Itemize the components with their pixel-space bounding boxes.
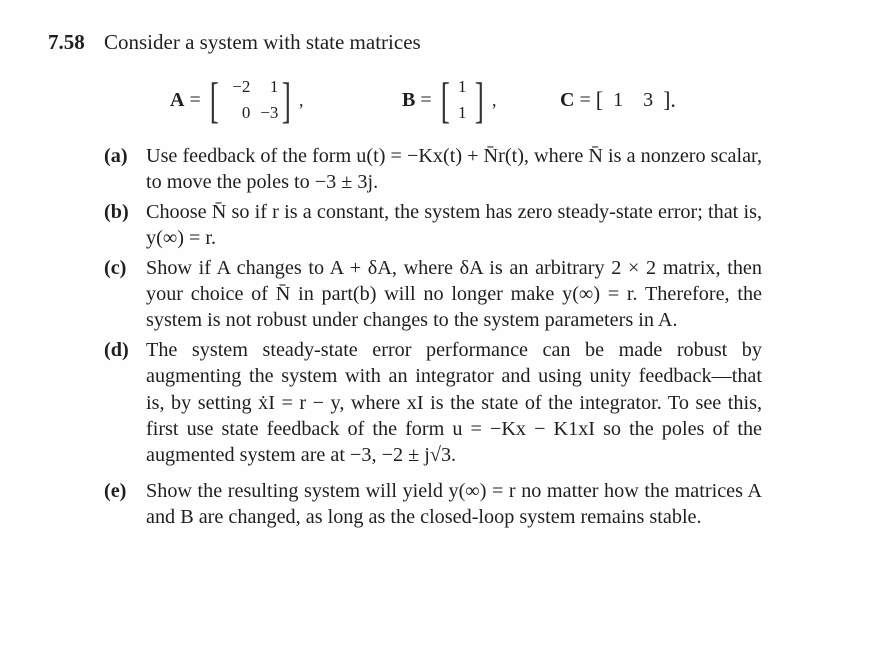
right-bracket: ] — [475, 72, 485, 128]
matrix-a-entries — [222, 74, 278, 126]
part-label: (a) — [104, 145, 128, 167]
matrix-c-close-bracket: ]. — [663, 87, 676, 112]
matrix-c — [560, 72, 676, 128]
part-text: Use feedback of the form u(t) = −Kx(t) + N̄r(t), where N̄ is a nonzero scalar, to move the poles to −3 ± 3j. — [146, 145, 762, 194]
matrix-b-entries — [453, 74, 471, 126]
part-text: Show if A changes to A + δA, where δA is an arbitrary 2 × 2 matrix, then your choice of N̄ in part(b) will no longer make y(∞) = r. Therefore, the system is not robust under changes to the system parameters in A. — [146, 256, 762, 332]
problem-intro: Consider a system with state matrices — [104, 30, 421, 54]
part-b — [104, 199, 762, 252]
right-bracket: ] — [282, 72, 292, 128]
matrix-b-punct: , — [491, 89, 497, 110]
part-a — [104, 143, 762, 196]
part-e — [104, 478, 762, 531]
left-bracket: [ — [440, 72, 450, 128]
part-label: (b) — [104, 200, 129, 223]
matrix-a-cell: 0 — [241, 103, 251, 122]
matrix-a-cell: 1 — [269, 77, 279, 96]
matrix-b-cell: 1 — [458, 103, 467, 122]
part-c — [104, 255, 762, 334]
matrix-a-cell: −2 — [232, 77, 251, 96]
part-text: The system steady-state error performance can be made robust by augmenting the system with an integrator and using unity feedback—that is, by setting ẋI = r − y, where xI is the state of the integrator. To see this, first use state feedback of the form u = −Kx − K1xI so the poles of the augmented system are at −3, −2 ± j√3. — [146, 338, 762, 467]
matrix-b-name: B — [402, 88, 416, 111]
matrix-a-cell: −3 — [260, 103, 279, 122]
matrix-b-equals: = — [420, 88, 432, 111]
part-label: (e) — [104, 479, 127, 502]
problem-number: 7.58 — [48, 30, 85, 54]
state-matrices — [170, 72, 710, 128]
matrix-a-punct: , — [299, 89, 304, 110]
problem-header — [48, 30, 421, 55]
matrix-c-name: C — [560, 88, 575, 111]
matrix-c-equals: = — [579, 88, 591, 111]
part-text: Choose N̄ so if r is a constant, the system has zero steady-state error; that is, y(∞) = r. — [146, 200, 762, 250]
part-label: (c) — [104, 256, 127, 279]
matrix-c-open-bracket: [ — [595, 87, 604, 112]
matrix-b — [402, 72, 496, 128]
problem-parts — [104, 143, 762, 534]
part-text: Show the resulting system will yield y(∞) = r no matter how the matrices A and B are changed, as long as the closed-loop system remains stable. — [146, 479, 762, 529]
matrix-c-cell: 3 — [643, 88, 654, 111]
matrix-a-name: A — [170, 88, 185, 111]
part-d — [104, 337, 762, 469]
matrix-a — [170, 72, 304, 128]
part-label: (d) — [104, 338, 129, 361]
matrix-b-cell: 1 — [458, 77, 467, 96]
matrix-c-cell: 1 — [613, 88, 624, 111]
left-bracket: [ — [209, 72, 219, 128]
matrix-a-equals: = — [189, 88, 201, 111]
